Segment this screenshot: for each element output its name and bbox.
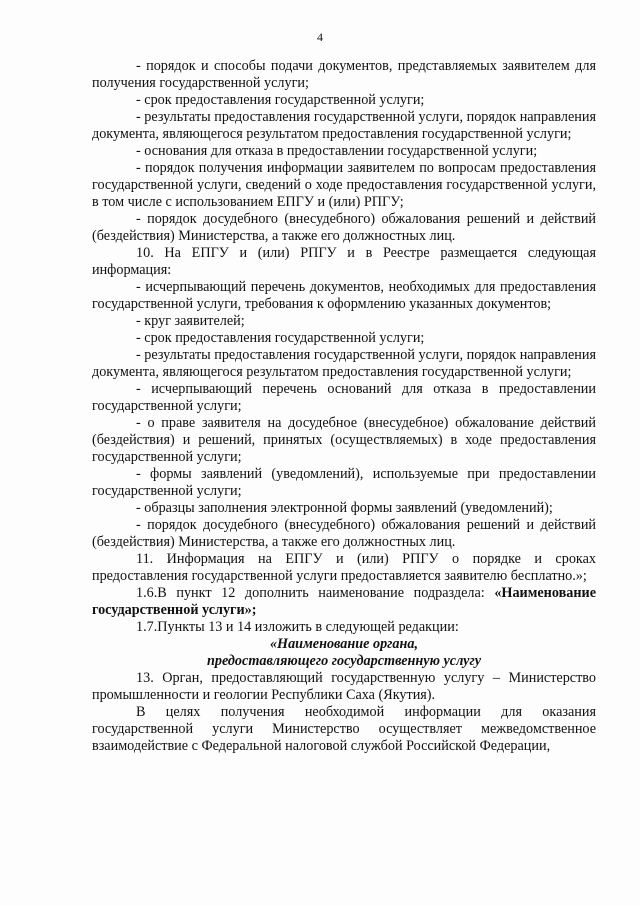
paragraph: 11. Информация на ЕПГУ и (или) РПГУ о порядке и сроках предоставления государственной услуги предоставляется заявителю бесплатно.»; xyxy=(92,551,596,584)
amendment-bold-text: «Наименование государственной услуги»; xyxy=(92,585,596,618)
paragraph: - порядок и способы подачи документов, представляемых заявителем для получения государственной услуги; xyxy=(92,58,596,91)
paragraph: - срок предоставления государственной услуги; xyxy=(136,92,425,108)
paragraph: - образцы заполнения электронной формы заявлений (уведомлений); xyxy=(136,500,553,516)
paragraph: - результаты предоставления государственной услуги, порядок направления документа, являющегося результатом предоставления государственной услуги; xyxy=(92,347,596,380)
section-heading-line-1: «Наименование органа, xyxy=(269,636,419,652)
page-number: 4 xyxy=(317,30,323,44)
paragraph: - срок предоставления государственной услуги; xyxy=(136,330,425,346)
amendment-item-1-6 xyxy=(92,585,596,619)
section-heading-line-2: предоставляющего государственную услугу xyxy=(206,653,482,669)
paragraph: - основания для отказа в предоставлении государственной услуги; xyxy=(136,143,538,159)
paragraph: - порядок получения информации заявителем по вопросам предоставления государственной услуги, сведений о ходе предоставления государственной услуги, в том числе с использованием ЕПГУ и (или) РПГУ; xyxy=(92,160,596,210)
paragraph: - порядок досудебного (внесудебного) обжалования решений и действий (бездействия) Министерства, а также его должностных лиц. xyxy=(92,211,596,244)
paragraph: - круг заявителей; xyxy=(136,313,245,329)
paragraph: - порядок досудебного (внесудебного) обжалования решений и действий (бездействия) Министерства, а также его должностных лиц. xyxy=(92,517,596,550)
amendment-item-1-7: 1.7.Пункты 13 и 14 изложить в следующей редакции: xyxy=(136,619,459,635)
paragraph-13: 13. Орган, предоставляющий государственную услугу – Министерство промышленности и геологии Республики Саха (Якутия). xyxy=(92,670,596,703)
paragraph: - формы заявлений (уведомлений), используемые при предоставлении государственной услуги; xyxy=(92,466,596,499)
paragraph: 10. На ЕПГУ и (или) РПГУ и в Реестре размещается следующая информация: xyxy=(92,245,596,278)
paragraph: - результаты предоставления государственной услуги, порядок направления документа, являющегося результатом предоставления государственной услуги; xyxy=(92,109,596,142)
paragraph: - исчерпывающий перечень оснований для отказа в предоставлении государственной услуги; xyxy=(92,381,596,414)
paragraph-final: В целях получения необходимой информации для оказания государственной услуги Министерство осуществляет межведомственное взаимодействие с Федеральной налоговой службой Российской Федерации, xyxy=(92,704,596,754)
paragraph: - исчерпывающий перечень документов, необходимых для предоставления государственной услуги, требования к оформлению указанных документов; xyxy=(92,279,596,312)
paragraph: - о праве заявителя на досудебное (внесудебное) обжалование действий (бездействия) и решений, принятых (осуществляемых) в ходе предоставления государственной услуги; xyxy=(92,415,596,465)
document-body xyxy=(92,58,596,755)
amendment-text: 1.6.В пункт 12 дополнить наименование подраздела: xyxy=(136,585,495,601)
